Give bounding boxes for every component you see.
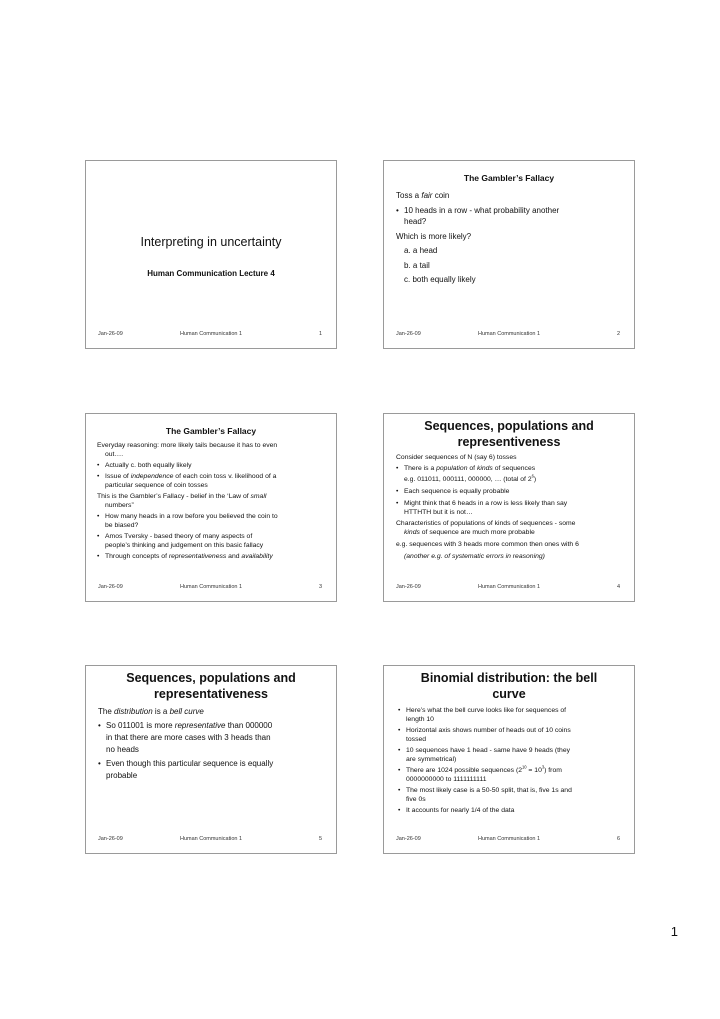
footer-date: Jan-26-09 bbox=[396, 331, 421, 337]
slide-4 bbox=[383, 413, 635, 602]
bullet-item: • Might think that 6 heads in a row is less likely than say bbox=[396, 499, 634, 508]
slide-number: 1 bbox=[318, 331, 322, 337]
text-line: five 0s bbox=[406, 796, 426, 803]
text-line: The distribution is a bell curve bbox=[98, 707, 204, 716]
bullet-item: • Through concepts of representativeness and availability bbox=[97, 552, 335, 561]
bullet-item: • The most likely case is a 50-50 split, that is, five 1s and bbox=[398, 786, 634, 795]
text-line: particular sequence of coin tosses bbox=[105, 482, 208, 489]
text-line: tossed bbox=[406, 736, 427, 743]
slide-number: 4 bbox=[616, 584, 620, 590]
text-line: Which is more likely? bbox=[396, 231, 472, 241]
text-line: length 10 bbox=[406, 716, 434, 723]
footer-org: Human Communication 1 bbox=[477, 331, 541, 337]
bullet-item: • Each sequence is equally probable bbox=[396, 487, 634, 496]
footer-date: Jan-26-09 bbox=[98, 331, 123, 337]
text-line: (another e.g. of systematic errors in reasoning) bbox=[404, 553, 545, 560]
text-line: Characteristics of populations of kinds of sequences - some bbox=[396, 520, 576, 527]
slide-title-line-2: representiveness bbox=[457, 435, 561, 449]
slide-number: 3 bbox=[318, 584, 322, 590]
option-c: c. both equally likely bbox=[404, 275, 476, 284]
bullet-item: • Issue of independence of each coin toss v. likelihood of a bbox=[97, 472, 335, 481]
slide-6 bbox=[383, 665, 635, 854]
bullet-item: • So 011001 is more representative than 000000 bbox=[98, 720, 336, 732]
slide-title-line-2: representativeness bbox=[154, 687, 268, 701]
slide-title: Sequences, populations and bbox=[126, 671, 296, 685]
slide-title: The Gambler’s Fallacy bbox=[463, 173, 555, 183]
bullet-item: • It accounts for nearly 1/4 of the data bbox=[398, 806, 634, 815]
footer-date: Jan-26-09 bbox=[396, 836, 421, 842]
text-line: numbers” bbox=[105, 502, 134, 509]
text-line: probable bbox=[106, 771, 138, 780]
footer-org: Human Communication 1 bbox=[477, 836, 541, 842]
slide-number: 6 bbox=[616, 836, 620, 842]
footer-org: Human Communication 1 bbox=[179, 331, 243, 337]
footer-date: Jan-26-09 bbox=[98, 584, 123, 590]
footer-org: Human Communication 1 bbox=[477, 584, 541, 590]
slide-title: Sequences, populations and bbox=[424, 419, 594, 433]
text-line: e.g. sequences with 3 heads more common then ones with 6 bbox=[396, 541, 579, 548]
option-b: b. a tail bbox=[404, 260, 430, 270]
slide-footer bbox=[384, 331, 634, 341]
text-line: no heads bbox=[106, 745, 139, 754]
text-line: head? bbox=[404, 217, 427, 226]
slide-subtitle: Human Communication Lecture 4 bbox=[147, 269, 275, 278]
slide-footer bbox=[86, 584, 336, 594]
text-line: Toss a fair coin bbox=[396, 191, 450, 200]
slide-title: Binomial distribution: the bell bbox=[420, 671, 598, 685]
slide-5 bbox=[85, 665, 337, 854]
text-line: Everyday reasoning: more likely tails because it has to even bbox=[97, 442, 278, 449]
bullet-item: • Here’s what the bell curve looks like for sequences of bbox=[398, 706, 634, 715]
text-line: e.g. 011011, 000111, 000000, … (total of $2^6$) bbox=[404, 473, 537, 483]
slide-footer bbox=[384, 836, 634, 846]
bullet-item: • There is a population of kinds of sequences bbox=[396, 464, 634, 473]
bullet-item: • Actually c. both equally likely bbox=[97, 461, 335, 470]
slide-1 bbox=[85, 160, 337, 349]
footer-date: Jan-26-09 bbox=[98, 836, 123, 842]
slide-number: 5 bbox=[318, 836, 322, 842]
text-line: This is the Gambler’s Fallacy - belief in the ‘Law of small bbox=[97, 493, 267, 500]
footer-org: Human Communication 1 bbox=[179, 836, 243, 842]
text-line: Consider sequences of N (say 6) tosses bbox=[396, 454, 517, 461]
bullet-item: • There are 1024 possible sequences $(2^{10} = 10^3)$ from bbox=[398, 766, 634, 775]
text-line: be biased? bbox=[105, 522, 139, 529]
text-line: in that there are more cases with 3 heads than bbox=[106, 733, 271, 742]
slide-number: 2 bbox=[616, 331, 620, 337]
slide-footer bbox=[86, 331, 336, 341]
slide-footer bbox=[86, 836, 336, 846]
text-line: 0000000000 to 1111111111 bbox=[406, 776, 487, 783]
bullet-item: • 10 heads in a row - what probability another bbox=[396, 205, 632, 217]
slide-footer bbox=[384, 584, 634, 594]
text-line: people’s thinking and judgement on this basic fallacy bbox=[105, 542, 264, 549]
option-a: a. a head bbox=[404, 246, 438, 255]
slide-title-line-2: curve bbox=[492, 687, 526, 701]
bullet-item: • 10 sequences have 1 head - same have 9 heads (they bbox=[398, 746, 634, 755]
text-line: kinds of sequence are much more probable bbox=[404, 529, 535, 536]
page-number: 1 bbox=[670, 924, 678, 939]
bullet-item: • Amos Tversky - based theory of many aspects of bbox=[97, 532, 335, 541]
slide-3 bbox=[85, 413, 337, 602]
bullet-item: • Even though this particular sequence is equally bbox=[98, 758, 336, 770]
bullet-item: • How many heads in a row before you believed the coin to bbox=[97, 512, 335, 521]
slide-title: Interpreting in uncertainty bbox=[140, 235, 282, 249]
text-line: HTTHTH but it is not… bbox=[404, 509, 473, 516]
slide-title: The Gambler’s Fallacy bbox=[165, 426, 257, 436]
text-line: out…. bbox=[105, 451, 124, 458]
slide-2 bbox=[383, 160, 635, 349]
bullet-item: • Horizontal axis shows number of heads out of 10 coins bbox=[398, 726, 634, 735]
text-line: are symmetrical) bbox=[406, 756, 457, 763]
footer-org: Human Communication 1 bbox=[179, 584, 243, 590]
footer-date: Jan-26-09 bbox=[396, 584, 421, 590]
